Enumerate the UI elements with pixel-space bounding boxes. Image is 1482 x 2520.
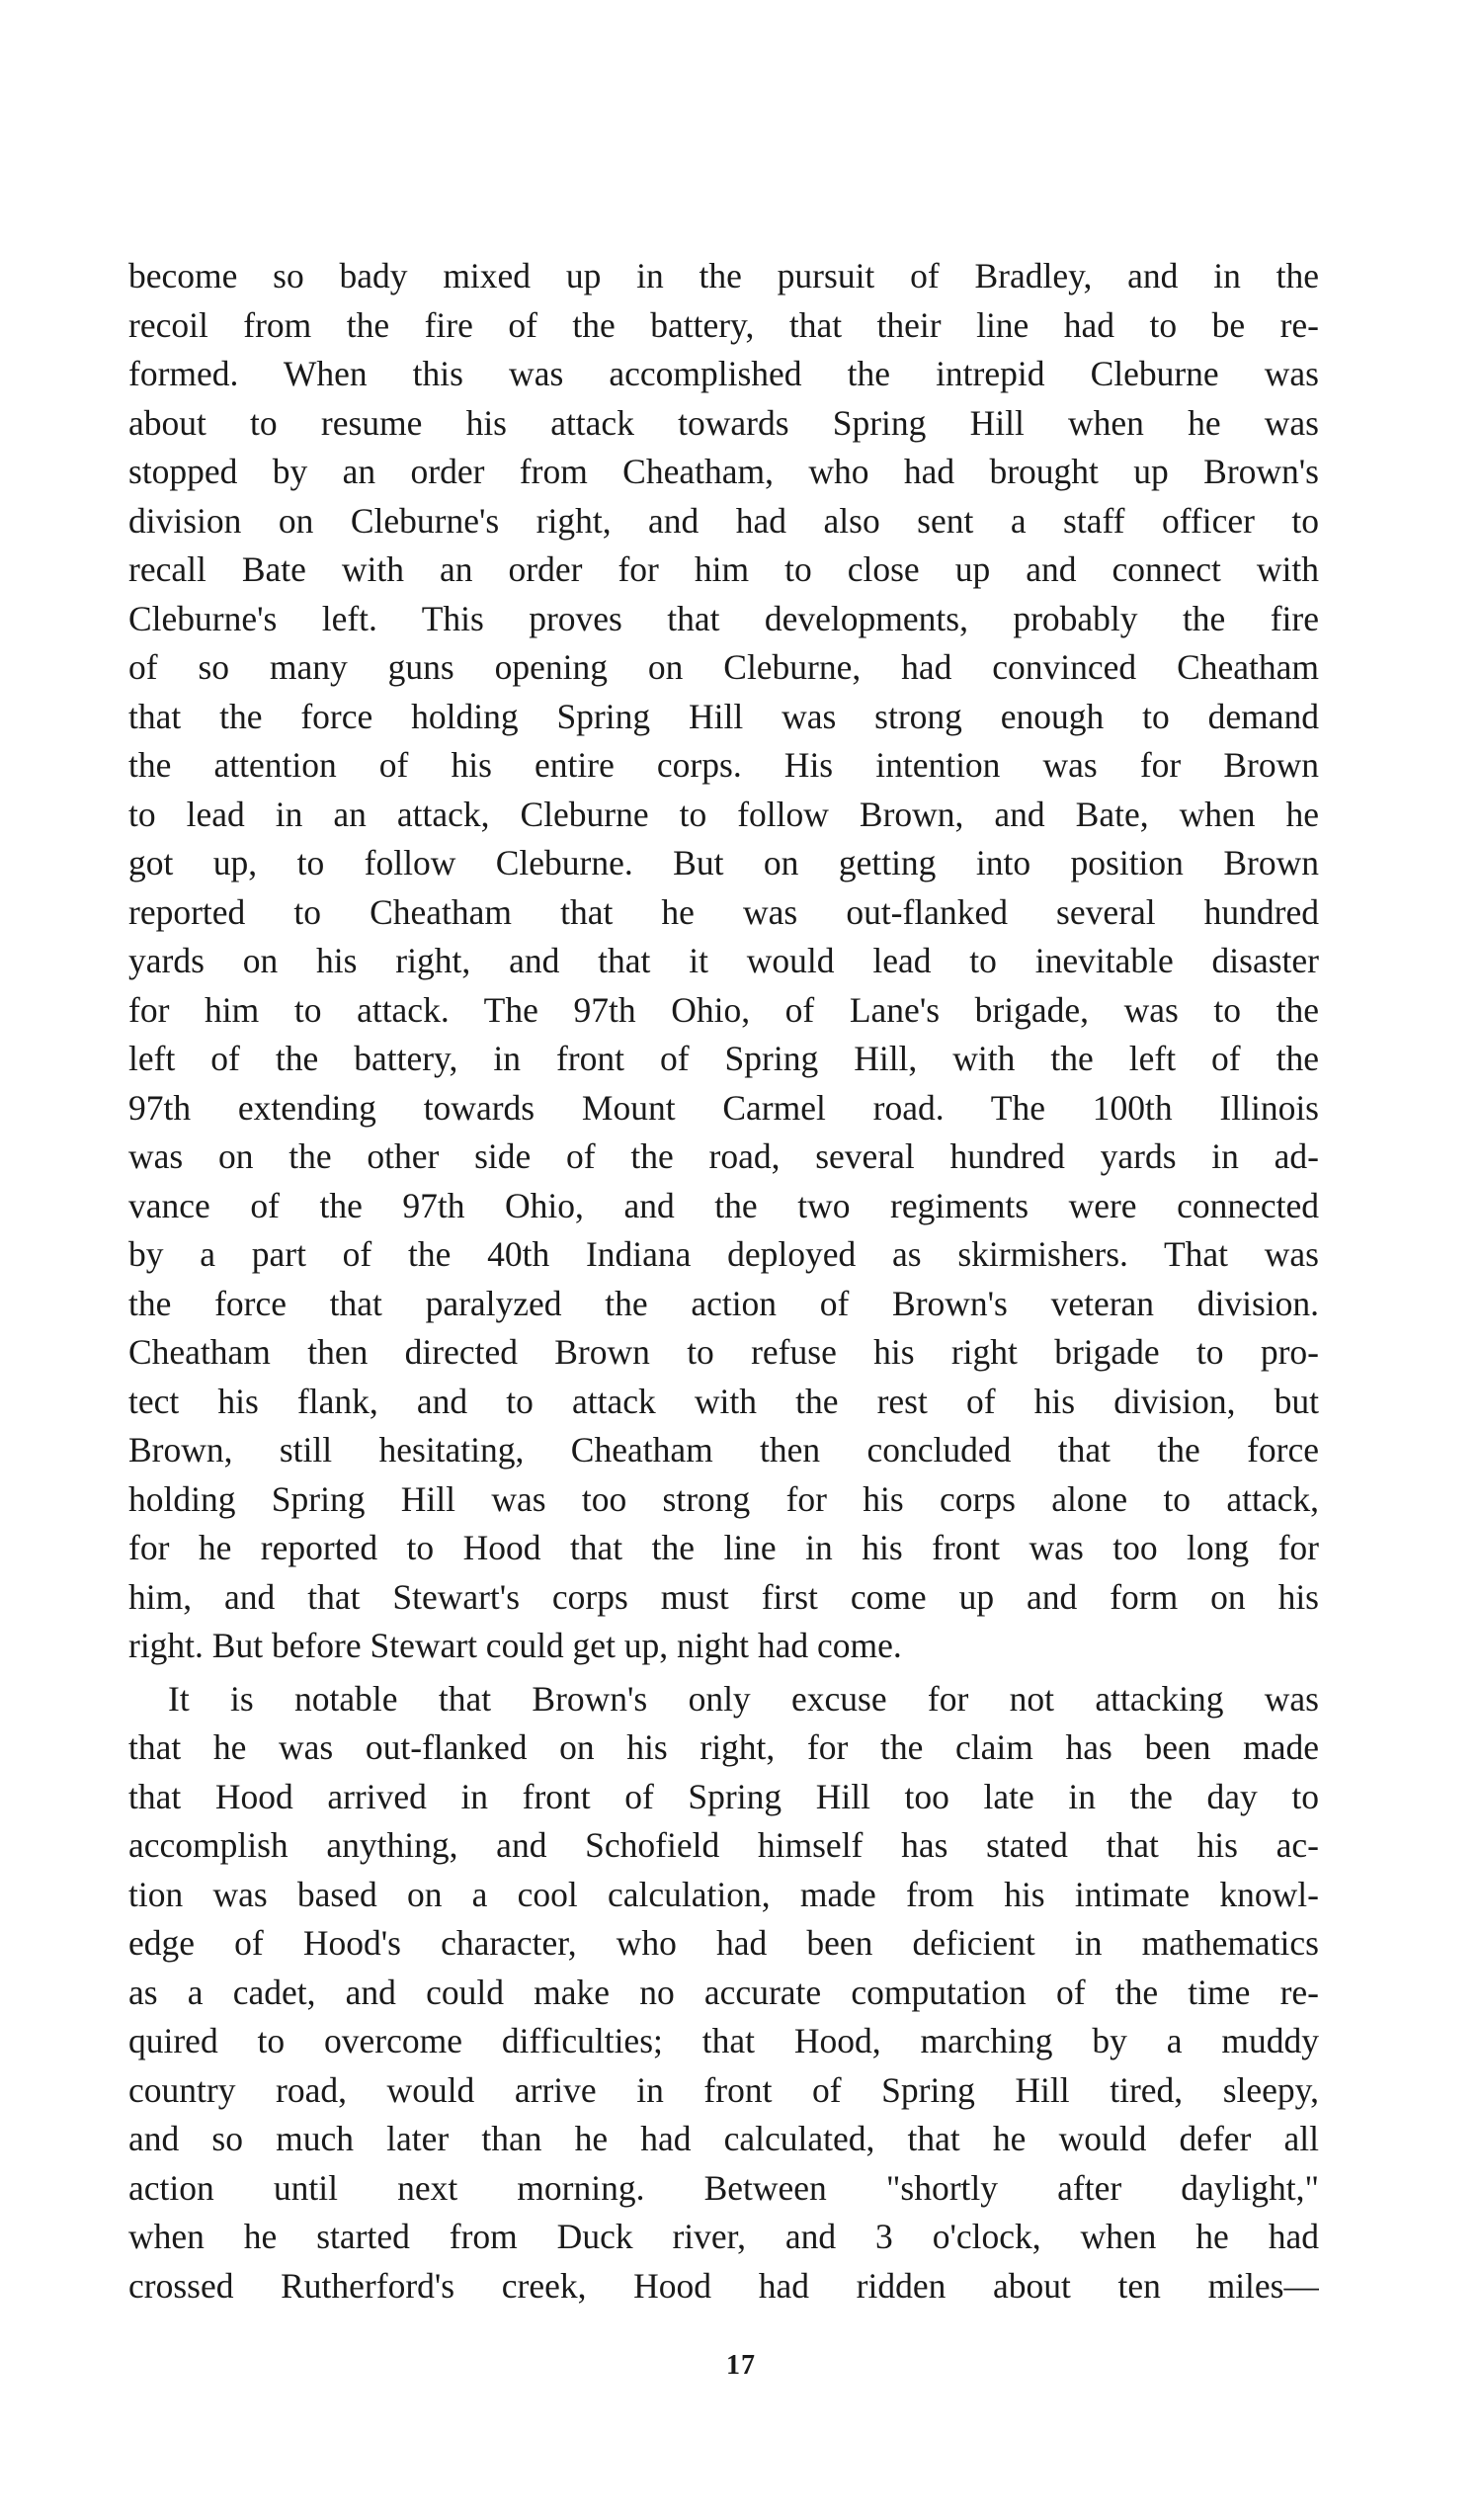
text-line: as a cadet, and could make no accurate computation of the time re- <box>128 1972 1319 2012</box>
text-line: Brown, still hesitating, Cheatham then concluded that the force <box>128 1430 1319 1470</box>
text-line: country road, would arrive in front of Spring Hill tired, sleepy, <box>128 2069 1319 2110</box>
page-body <box>128 252 1319 2310</box>
text-line: right. But before Stewart could get up, night had come. <box>128 1626 902 1665</box>
text-line: the force that paralyzed the action of Brown's veteran division. <box>128 1283 1319 1323</box>
text-line: 97th extending towards Mount Carmel road. The 100th Illinois <box>128 1087 1319 1128</box>
text-line: that Hood arrived in front of Spring Hill too late in the day to <box>128 1776 1319 1816</box>
text-line: Cheatham then directed Brown to refuse his right brigade to pro- <box>128 1332 1319 1372</box>
text-line: vance of the 97th Ohio, and the two regiments were connected <box>128 1185 1319 1225</box>
text-line: action until next morning. Between "shortly after daylight," <box>128 2167 1319 2208</box>
text-line: division on Cleburne's right, and had also sent a staff officer to <box>128 500 1319 541</box>
text-column <box>128 252 1319 2310</box>
text-line: that the force holding Spring Hill was strong enough to demand <box>128 696 1319 736</box>
paragraph <box>128 252 1319 1671</box>
text-line: It is notable that Brown's only excuse for not attacking was <box>168 1678 1319 1719</box>
text-line: to lead in an attack, Cleburne to follow Brown, and Bate, when he <box>128 794 1319 834</box>
text-line: recoil from the fire of the battery, that their line had to be re- <box>128 304 1319 345</box>
text-line: him, and that Stewart's corps must first come up and form on his <box>128 1576 1319 1617</box>
text-line: edge of Hood's character, who had been deficient in mathematics <box>128 1923 1319 1963</box>
text-line: for he reported to Hood that the line in his front was too long for <box>128 1528 1319 1567</box>
text-line: tion was based on a cool calculation, made from his intimate knowl- <box>128 1874 1319 1914</box>
text-line: crossed Rutherford's creek, Hood had ridden about ten miles— <box>128 2265 1319 2306</box>
text-line: the attention of his entire corps. His intention was for Brown <box>128 745 1319 785</box>
text-line: holding Spring Hill was too strong for his corps alone to attack, <box>128 1478 1319 1519</box>
text-line: quired to overcome difficulties; that Hood, marching by a muddy <box>128 2021 1319 2060</box>
page-number: 17 <box>726 2350 756 2381</box>
text-line: accomplish anything, and Schofield himself has stated that his ac- <box>128 1825 1319 1865</box>
text-line: Cleburne's left. This proves that developments, probably the fire <box>128 598 1319 638</box>
text-line: reported to Cheatham that he was out-flanked several hundred <box>128 891 1319 932</box>
text-line: stopped by an order from Cheatham, who had brought up Brown's <box>128 452 1319 491</box>
text-line: yards on his right, and that it would lead to inevitable disaster <box>128 941 1319 980</box>
text-line: of so many guns opening on Cleburne, had convinced Cheatham <box>128 647 1319 687</box>
text-line: for him to attack. The 97th Ohio, of Lane's brigade, was to the <box>128 989 1319 1030</box>
text-line: and so much later than he had calculated, that he would defer all <box>128 2119 1319 2158</box>
text-line: when he started from Duck river, and 3 o'clock, when he had <box>128 2217 1319 2256</box>
text-line: become so bady mixed up in the pursuit of Bradley, and in the <box>128 256 1319 295</box>
text-line: tect his flank, and to attack with the rest of his division, but <box>128 1381 1319 1421</box>
paragraph <box>128 1675 1319 2311</box>
text-line: left of the battery, in front of Spring Hill, with the left of the <box>128 1039 1319 1078</box>
text-line: by a part of the 40th Indiana deployed as skirmishers. That was <box>128 1234 1319 1274</box>
text-line: got up, to follow Cleburne. But on getting into position Brown <box>128 843 1319 882</box>
text-line: recall Bate with an order for him to close up and connect with <box>128 549 1319 589</box>
text-line: about to resume his attack towards Spring Hill when he was <box>128 402 1319 443</box>
text-line: formed. When this was accomplished the intrepid Cleburne was <box>128 354 1319 393</box>
text-line: that he was out-flanked on his right, for the claim has been made <box>128 1727 1319 1767</box>
text-line: was on the other side of the road, several hundred yards in ad- <box>128 1136 1319 1176</box>
